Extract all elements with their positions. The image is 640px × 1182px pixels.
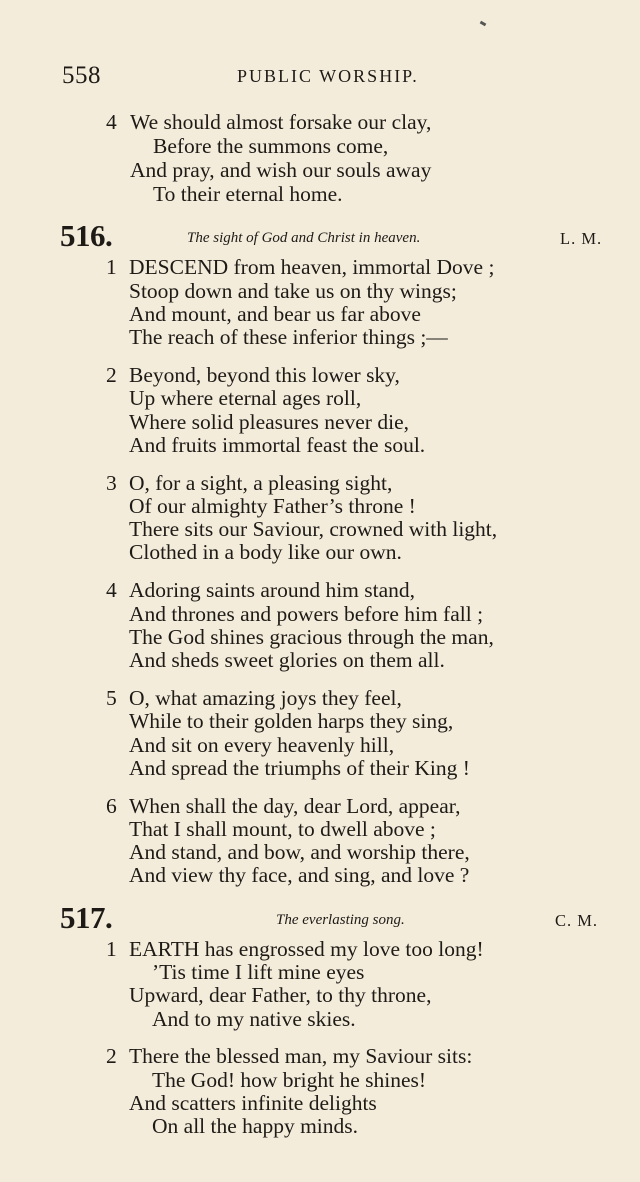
verse-number: 5 [106, 686, 117, 710]
verse-line: That I shall mount, to dwell above ; [129, 817, 436, 841]
hymn-title: The everlasting song. [276, 912, 405, 928]
verse-line: While to their golden harps they sing, [129, 709, 454, 733]
page-header [62, 62, 622, 92]
page-number: 558 [62, 62, 101, 89]
hymn-meter: L. M. [560, 229, 603, 248]
ink-mark [480, 21, 487, 27]
verse-line: We should almost forsake our clay, [130, 110, 432, 134]
verse-line: Of our almighty Father’s throne ! [129, 494, 416, 518]
hymn-number: 517. [60, 900, 113, 935]
verse-number: 2 [106, 363, 117, 387]
verse-line: DESCEND from heaven, immortal Dove ; [129, 255, 495, 279]
verse-line: Where solid pleasures never die, [129, 410, 409, 434]
verse-line: And mount, and bear us far above [129, 302, 421, 326]
verse-line: On all the happy minds. [152, 1114, 359, 1138]
verse-line: And fruits immortal feast the soul. [129, 433, 426, 457]
hymn-number: 516. [60, 218, 113, 253]
verse-line: And stand, and bow, and worship there, [129, 840, 470, 864]
verse-line: And scatters infinite delights [129, 1091, 377, 1115]
verse-line: And view thy face, and sing, and love ? [129, 863, 470, 887]
verse-line: EARTH has engrossed my love too long! [129, 937, 484, 961]
verse-line: ’Tis time I lift mine eyes [152, 960, 365, 984]
verse-line: Adoring saints around him stand, [129, 578, 416, 602]
verse-line: When shall the day, dear Lord, appear, [129, 794, 461, 818]
hymn-meter: C. M. [555, 911, 599, 930]
hymn-title: The sight of God and Christ in heaven. [187, 230, 421, 246]
verse-line: There the blessed man, my Saviour sits: [129, 1044, 473, 1068]
verse-line: Beyond, beyond this lower sky, [129, 363, 400, 387]
verse-line: And sheds sweet glories on them all. [129, 648, 445, 672]
verse-number: 4 [106, 110, 117, 134]
verse-line: The God shines gracious through the man, [129, 625, 494, 649]
verse-number: 1 [106, 255, 117, 279]
verse-line: The God! how bright he shines! [152, 1068, 427, 1092]
verse-line: And sit on every heavenly hill, [129, 733, 395, 757]
running-head: PUBLIC WORSHIP. [237, 66, 419, 86]
verse-line: Stoop down and take us on thy wings; [129, 279, 457, 303]
verse-number: 4 [106, 578, 117, 602]
verse-number: 1 [106, 937, 117, 961]
verse-line: There sits our Saviour, crowned with light, [129, 517, 498, 541]
verse-line: Up where eternal ages roll, [129, 386, 362, 410]
verse-line: And thrones and powers before him fall ; [129, 602, 484, 626]
verse-line: The reach of these inferior things ;— [129, 325, 448, 349]
verse-line: O, what amazing joys they feel, [129, 686, 402, 710]
verse-number: 2 [106, 1044, 117, 1068]
verse-line: And to my native skies. [152, 1007, 356, 1031]
verse-line: Before the summons come, [153, 134, 389, 158]
verse-line: Clothed in a body like our own. [129, 540, 402, 564]
verse-line: And pray, and wish our souls away [130, 158, 432, 182]
verse-line: And spread the triumphs of their King ! [129, 756, 470, 780]
verse-line: Upward, dear Father, to thy throne, [129, 983, 432, 1007]
verse-line: O, for a sight, a pleasing sight, [129, 471, 393, 495]
verse-number: 6 [106, 794, 117, 818]
verse-line: To their eternal home. [153, 182, 343, 206]
verse-number: 3 [106, 471, 117, 495]
